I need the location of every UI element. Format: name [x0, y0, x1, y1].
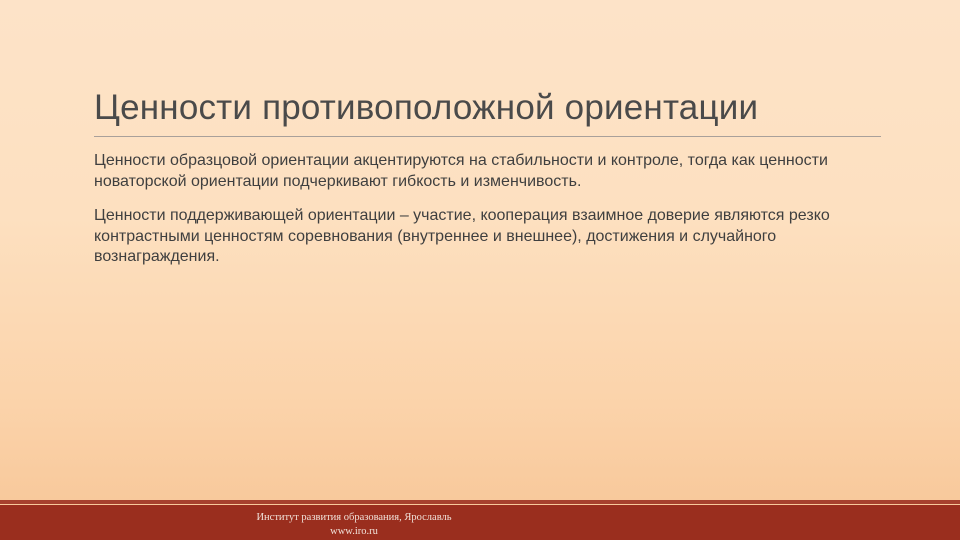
footer-institution: Институт развития образования, Ярославль — [256, 512, 452, 523]
body-paragraph: Ценности образцовой ориентации акцентируются на стабильности и контроле, тогда как ценности новаторской ориентации подчеркивают гибкость и изменчивость. — [94, 152, 828, 190]
body-paragraph: Ценности поддерживающей ориентации – участие, кооперация взаимное доверие являются резко контрастными ценностям соревнования (внутреннее и внешнее), достижения и случайного вознаграждения. — [94, 207, 830, 265]
title-divider — [94, 136, 881, 137]
footer-accent-line — [0, 500, 960, 504]
footer-website: www.iro.ru — [330, 526, 378, 537]
footer-caption — [224, 511, 484, 539]
slide-title: Ценности противоположной ориентации — [94, 88, 759, 127]
slide-body — [94, 151, 884, 282]
